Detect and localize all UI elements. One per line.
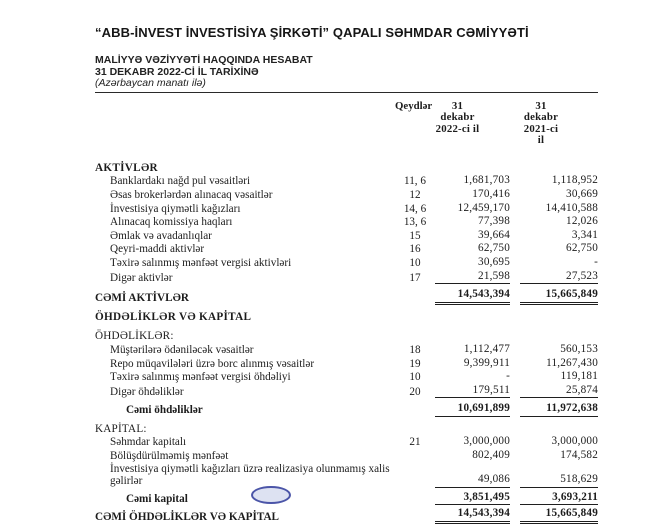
header-divider — [95, 92, 598, 93]
asset-row-investment-securities — [95, 202, 598, 216]
value-2022: 170,416 — [472, 187, 510, 200]
value-2021: 174,582 — [560, 449, 598, 462]
row-label: Alınacaq komissiya haqları — [110, 216, 233, 229]
row-total-liabilities-and-equity — [95, 507, 598, 524]
column-header-row — [95, 101, 598, 147]
value-2022: - — [506, 370, 510, 383]
liability-row-client-payables — [95, 343, 598, 357]
asset-row-broker-receivables — [95, 188, 598, 202]
row-label: Bölüşdürülməmiş mənfəət — [110, 450, 229, 463]
note-ref: 12 — [409, 188, 421, 201]
asset-row-intangible-assets — [95, 242, 598, 256]
value-2021: 3,693,211 — [520, 491, 598, 506]
row-label: Repo müqavilələri üzrə borc alınmış vəsaitlər — [110, 357, 315, 370]
note-ref: 18 — [409, 343, 421, 356]
subsection-label: ÖHDƏLİKLƏR: — [95, 330, 174, 343]
asset-row-property-equipment — [95, 229, 598, 243]
column-header-2022: 31 dekabr 2022-ci il — [435, 99, 480, 135]
row-total-liabilities — [95, 402, 598, 417]
row-label: Əmlak və avadanlıqlar — [110, 229, 212, 242]
row-total-equity — [95, 491, 598, 506]
value-2021: 15,665,849 — [520, 288, 598, 305]
row-label: İnvestisiya qiymətli kağızları üzrə realizasiya olunmamış xalis gəlirlər — [110, 462, 390, 488]
note-ref: 10 — [409, 256, 421, 269]
value-2021: 518,629 — [520, 473, 598, 488]
row-label: Əsas brokerlərdən alınacaq vəsaitlər — [110, 188, 273, 201]
value-2021: 15,665,849 — [520, 507, 598, 524]
row-total-assets — [95, 288, 598, 305]
value-2022: 14,543,394 — [435, 507, 510, 524]
value-2022: 77,398 — [478, 215, 510, 228]
value-2022: 62,750 — [478, 242, 510, 255]
company-title: “ABB-İNVEST İNVESTİSİYA ŞİRKƏTİ” QAPALI SƏHMDAR CƏMİYYƏTİ — [95, 25, 529, 40]
value-2022: 3,851,495 — [435, 491, 510, 506]
note-ref: 20 — [409, 385, 421, 398]
subsection-header-liabilities — [95, 330, 598, 343]
value-2021: 560,153 — [560, 342, 598, 355]
liability-row-other-liabilities — [95, 384, 598, 399]
section-header-assets — [95, 162, 598, 175]
note-ref: 10 — [409, 371, 421, 384]
value-2022: 3,000,000 — [463, 435, 510, 448]
note-ref: 16 — [409, 243, 421, 256]
row-label: Banklardakı nağd pul vəsaitləri — [110, 175, 251, 188]
liability-row-repo-borrowings — [95, 357, 598, 371]
note-ref: 15 — [409, 229, 421, 242]
row-label: Digər öhdəliklər — [110, 385, 184, 398]
asset-row-deferred-tax-assets — [95, 256, 598, 270]
value-2022: 9,399,911 — [463, 356, 510, 369]
report-title: MALİYYƏ VƏZİYYƏTİ HAQQINDA HESABAT — [95, 54, 313, 66]
row-label: Təxirə salınmış mənfəət vergisi aktivləri — [110, 256, 292, 269]
column-header-2021: 31 dekabr 2021-ci il — [523, 99, 559, 147]
note-ref: 14, 6 — [403, 202, 427, 215]
note-ref: 13, 6 — [403, 216, 427, 229]
row-label: CƏMİ AKTİVLƏR — [95, 292, 189, 305]
asset-row-commission-receivables — [95, 215, 598, 229]
value-2021: 25,874 — [520, 384, 598, 399]
equity-row-share-capital — [95, 435, 598, 449]
asset-row-other-assets — [95, 270, 598, 285]
row-label: Müştərilərə ödəniləcək vəsaitlər — [110, 343, 254, 356]
value-2021: 3,341 — [571, 228, 598, 241]
subsection-label: KAPİTAL: — [95, 422, 147, 435]
value-2022: 179,511 — [435, 384, 510, 399]
report-heading — [95, 55, 598, 90]
note-ref: 11, 6 — [404, 175, 426, 188]
value-2021: 14,410,588 — [545, 201, 598, 214]
note-ref: 19 — [409, 357, 421, 370]
value-2021: 3,000,000 — [551, 435, 598, 448]
liability-row-deferred-tax-liability — [95, 370, 598, 384]
value-2021: 12,026 — [566, 215, 598, 228]
value-2022: 30,695 — [478, 255, 510, 268]
row-label: Cəmi kapital — [126, 492, 188, 505]
section-label: ÖHDƏLİKLƏR VƏ KAPİTAL — [95, 310, 252, 323]
value-2022: 1,681,703 — [463, 174, 510, 187]
note-ref: 17 — [409, 271, 421, 284]
report-date: 31 DEKABR 2022-Cİ İL TARİXİNƏ — [95, 65, 259, 78]
value-2022: 12,459,170 — [457, 201, 510, 214]
stamp-edge — [251, 486, 291, 504]
statement-document — [95, 0, 598, 524]
value-2021: 11,267,430 — [546, 356, 598, 369]
value-2021: 1,118,952 — [551, 174, 598, 187]
row-label: Qeyri-maddi aktivlər — [110, 243, 205, 256]
subsection-header-equity — [95, 423, 598, 436]
value-2022: 21,598 — [435, 270, 510, 285]
row-label: Təxirə salınmış mənfəət vergisi öhdəliyi — [110, 371, 291, 384]
column-header-notes: Qeydlər — [395, 99, 433, 112]
value-2022: 1,112,477 — [463, 342, 510, 355]
row-label: İnvestisiya qiymətli kağızları — [110, 202, 241, 215]
equity-row-retained-earnings — [95, 449, 598, 463]
note-ref: 21 — [409, 436, 421, 449]
value-2021: 30,669 — [566, 187, 598, 200]
equity-row-unrealized-gains — [95, 463, 598, 488]
row-label: Cəmi öhdəliklər — [126, 404, 203, 417]
value-2021: - — [594, 255, 598, 268]
row-label: CƏMİ ÖHDƏLİKLƏR VƏ KAPİTAL — [95, 511, 280, 524]
value-2022: 14,543,394 — [435, 288, 510, 305]
section-label: AKTİVLƏR — [95, 161, 158, 174]
value-2021: 119,181 — [560, 370, 598, 383]
row-label: Digər aktivlər — [110, 271, 173, 284]
value-2021: 27,523 — [520, 270, 598, 285]
asset-row-bank-cash — [95, 174, 598, 188]
currency-note: (Azərbaycan manatı ilə) — [95, 77, 206, 90]
value-2022: 49,086 — [435, 473, 510, 488]
row-label: Səhmdar kapitalı — [110, 436, 187, 449]
value-2022: 802,409 — [472, 449, 510, 462]
value-2021: 62,750 — [566, 242, 598, 255]
section-header-liabilities-equity — [95, 311, 598, 324]
value-2022: 39,664 — [478, 228, 510, 241]
value-2022: 10,691,899 — [435, 402, 510, 417]
value-2021: 11,972,638 — [520, 402, 598, 417]
